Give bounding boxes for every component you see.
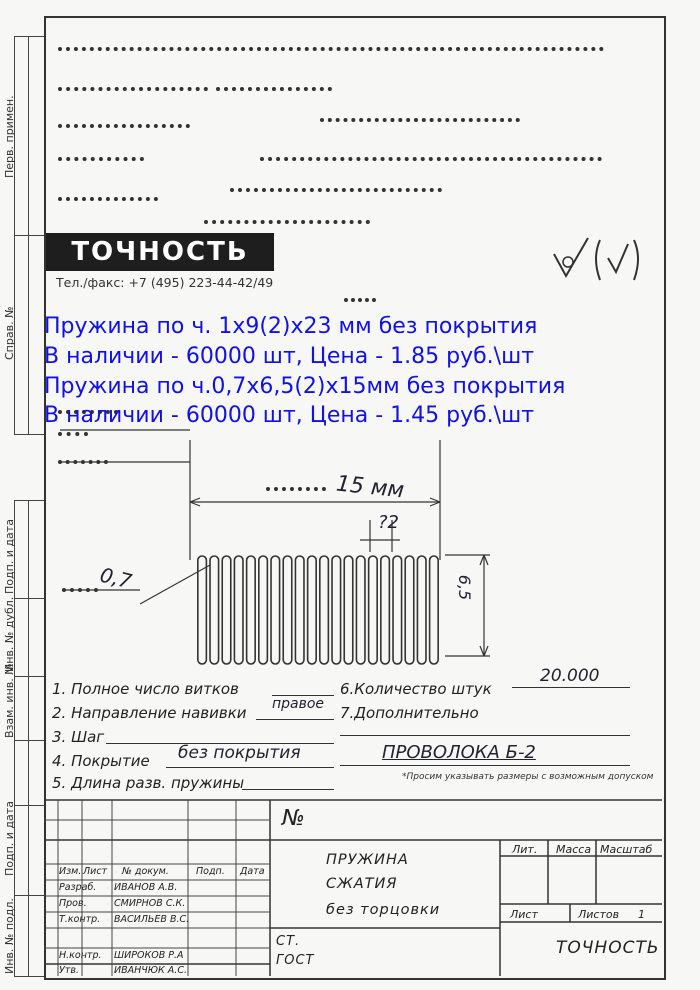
product-name-line-1: ПРУЖИНА xyxy=(326,852,409,868)
document-number-sign: № xyxy=(282,806,306,831)
tb-st: СТ. xyxy=(276,934,301,949)
tb-name-razrab: ИВАНОВ А.В. xyxy=(114,882,178,893)
side-label-podp-data-1: Подп. и дата xyxy=(3,519,16,594)
tb-header-list: Лист xyxy=(83,866,108,877)
side-label-perv-primen: Перв. примен. xyxy=(3,95,16,178)
tb-lit: Лит. xyxy=(512,843,538,856)
tb-header-doc: № докум. xyxy=(122,866,169,877)
side-label-sprav-no: Справ. № xyxy=(3,306,16,360)
tb-role-razrab: Разраб. xyxy=(59,882,97,893)
side-label-podp-data-2: Подп. и дата xyxy=(3,801,16,876)
tb-name-prov: СМИРНОВ С.К. xyxy=(114,898,186,909)
spec-item-5: 5. Длина разв. пружины xyxy=(52,774,245,792)
spec-item-2: 2. Направление навивки xyxy=(52,704,247,722)
spec-item-4: 4. Покрытие xyxy=(52,752,150,770)
dim-wire: 0,7 xyxy=(97,562,135,594)
tb-role-tkontr: Т.контр. xyxy=(59,914,101,925)
tb-listov-value: 1 xyxy=(638,908,645,921)
dim-pitch: ?2 xyxy=(378,512,400,533)
tb-name-utv: ИВАНЧЮК А.С. xyxy=(114,965,187,976)
tb-header-podp: Подп. xyxy=(196,866,225,877)
side-label-inv-dubl: Инв. № дубл. xyxy=(3,596,16,672)
tb-name-nkontr: ШИРОКОВ Р.А xyxy=(114,950,184,961)
overlay-line-2: В наличии - 60000 шт, Цена - 1.85 руб.\шт xyxy=(44,344,535,369)
tb-role-utv: Утв. xyxy=(59,965,79,976)
product-name-line-3: без торцовки xyxy=(326,902,441,918)
tb-role-nkontr: Н.контр. xyxy=(59,950,102,961)
side-label-vzam-inv: Взам. инв. № xyxy=(3,663,16,738)
tb-massa: Масса xyxy=(556,843,592,856)
company-logo: ТОЧНОСТЬ xyxy=(46,233,274,271)
overlay-line-3: Пружина по ч.0,7х6,5(2)х15мм без покрытия xyxy=(44,374,566,399)
spec-item-2-value: правое xyxy=(272,696,325,712)
overlay-line-1: Пружина по ч. 1х9(2)х23 мм без покрытия xyxy=(44,314,538,339)
tb-list-label: Лист xyxy=(510,908,538,921)
tb-header-izm: Изм. xyxy=(59,866,82,877)
tb-company-name: ТОЧНОСТЬ xyxy=(556,938,660,958)
contact-phone: Тел./факс: +7 (495) 223-44-42/49 xyxy=(56,275,274,290)
spec-item-3: 3. Шаг xyxy=(52,728,105,746)
product-name-line-2: СЖАТИЯ xyxy=(326,876,398,892)
tb-masshtab: Масштаб xyxy=(600,843,653,856)
spec-item-6: 6.Количество штук xyxy=(340,680,492,698)
dim-length: 15 мм xyxy=(334,471,406,504)
tb-name-tkontr: ВАСИЛЬЕВ В.С. xyxy=(114,914,190,925)
tb-role-prov: Пров. xyxy=(59,898,87,909)
tb-gost: ГОСТ xyxy=(276,953,315,968)
spec-item-7-value: ПРОВОЛОКА Б-2 xyxy=(382,742,536,763)
dim-diameter: 6,5 xyxy=(455,574,475,601)
spec-note: *Просим указывать размеры с возможным допуском xyxy=(402,772,654,782)
tb-listov-label: Листов xyxy=(578,908,620,921)
overlay-line-4: В наличии - 60000 шт, Цена - 1.45 руб.\шт xyxy=(44,403,535,428)
spec-item-4-value: без покрытия xyxy=(178,743,301,763)
spec-item-6-value: 20.000 xyxy=(540,666,600,686)
spec-item-1: 1. Полное число витков xyxy=(52,680,239,698)
spec-item-7: 7.Дополнительно xyxy=(340,704,479,722)
side-label-inv-podl: Инв. № подл. xyxy=(3,898,16,974)
tb-header-data: Дата xyxy=(240,866,265,877)
